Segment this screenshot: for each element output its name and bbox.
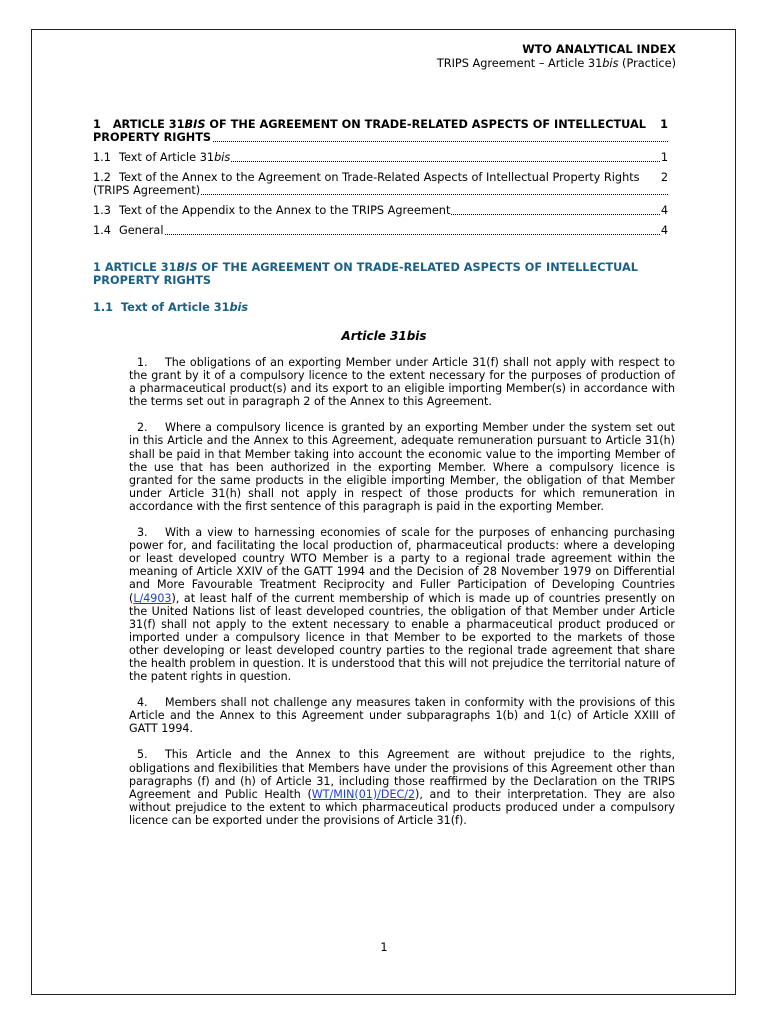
paragraph-5: 5. This Article and the Annex to this Agreement are without prejudice to the rights, obligations and flexibilities that Members have under the provisions of this Agreement other than paragraphs (f) and (h) of Article 31, including those reaffirmed by the Declaration on the TRIPS Agreement and Public Health (WT/MIN(01)/DEC/2), and to their interpretation. They are also without prejudice to the extent to which pharmaceutical products produced under a compulsory licence can be exported under the provisions of Article 31(f). — [129, 748, 675, 827]
header-subtitle: TRIPS Agreement – Article 31bis (Practice) — [436, 57, 676, 70]
toc-entry-1-1[interactable]: 1 1.1 Text of Article 31bis — [93, 151, 668, 164]
toc-entry-1[interactable]: 1 1 ARTICLE 31BIS OF THE AGREEMENT ON TRADE-RELATED ASPECTS OF INTELLECTUAL PROPERTY RIGHTS — [93, 118, 668, 144]
article-title: Article 31bis — [341, 329, 427, 343]
toc-entry-1-2[interactable]: 2 1.2 Text of the Annex to the Agreement on Trade-Related Aspects of Intellectual Property Rights (TRIPS Agreement) — [93, 171, 668, 197]
toc-entry-1-4[interactable]: 4 1.4 General — [93, 224, 668, 237]
paragraph-2: 2. Where a compulsory licence is granted by an exporting Member under the system set out in this Article and the Annex to this Agreement, adequate remuneration pursuant to Article 31(h) shall be paid in that Member taking into account the economic value to the importing Member of the use that has been authorized in the exporting Member. Where a compulsory licence is granted for the same products in the eligible importing Member, the obligation of that Member under Article 31(h) shall not apply in respect of those products for which remuneration in accordance with the first sentence of this paragraph is paid in the exporting Member. — [129, 421, 675, 513]
paragraph-1: 1. The obligations of an exporting Member under Article 31(f) shall not apply with respect to the grant by it of a compulsory licence to the extent necessary for the purposes of production of a pharmaceutical product(s) and its export to an eligible importing Member(s) in accordance with the terms set out in paragraph 2 of the Annex to this Agreement. — [129, 356, 675, 409]
article-body — [129, 356, 675, 840]
section-heading-1: 1 ARTICLE 31BIS OF THE AGREEMENT ON TRADE-RELATED ASPECTS OF INTELLECTUAL PROPERTY RIGHTS — [93, 261, 638, 287]
header-title: WTO ANALYTICAL INDEX — [522, 43, 676, 56]
section-heading-1-1: 1.1 Text of Article 31bis — [93, 301, 249, 314]
toc-entry-1-3[interactable]: 4 1.3 Text of the Appendix to the Annex to the TRIPS Agreement — [93, 204, 668, 217]
page-number: 1 — [380, 941, 388, 954]
document-link-l4903[interactable]: L/4903 — [133, 591, 172, 605]
document-link-doha-declaration[interactable]: WT/MIN(01)/DEC/2 — [311, 787, 416, 801]
paragraph-3: 3. With a view to harnessing economies of scale for the purposes of enhancing purchasing power for, and facilitating the local production of, pharmaceutical products: where a developing or least developed country WTO Member is a party to a regional trade agreement within the meaning of Article XXIV of the GATT 1994 and the Decision of 28 November 1979 on Differential and More Favourable Treatment Reciprocity and Fuller Participation of Developing Countries (L/4903), at least half of the current membership of which is made up of countries presently on the United Nations list of least developed countries, the obligation of that Member under Article 31(f) shall not apply to the extent necessary to enable a pharmaceutical product produced or imported under a compulsory licence in that Member to be exported to the markets of those other developing or least developed country parties to the regional trade agreement that share the health problem in question. It is understood that this will not prejudice the territorial nature of the patent rights in question. — [129, 526, 675, 684]
running-header — [437, 43, 676, 71]
paragraph-4: 4. Members shall not challenge any measures taken in conformity with the provisions of this Article and the Annex to this Agreement under subparagraphs 1(b) and 1(c) of Article XXIII of GATT 1994. — [129, 696, 675, 736]
table-of-contents — [93, 118, 668, 244]
